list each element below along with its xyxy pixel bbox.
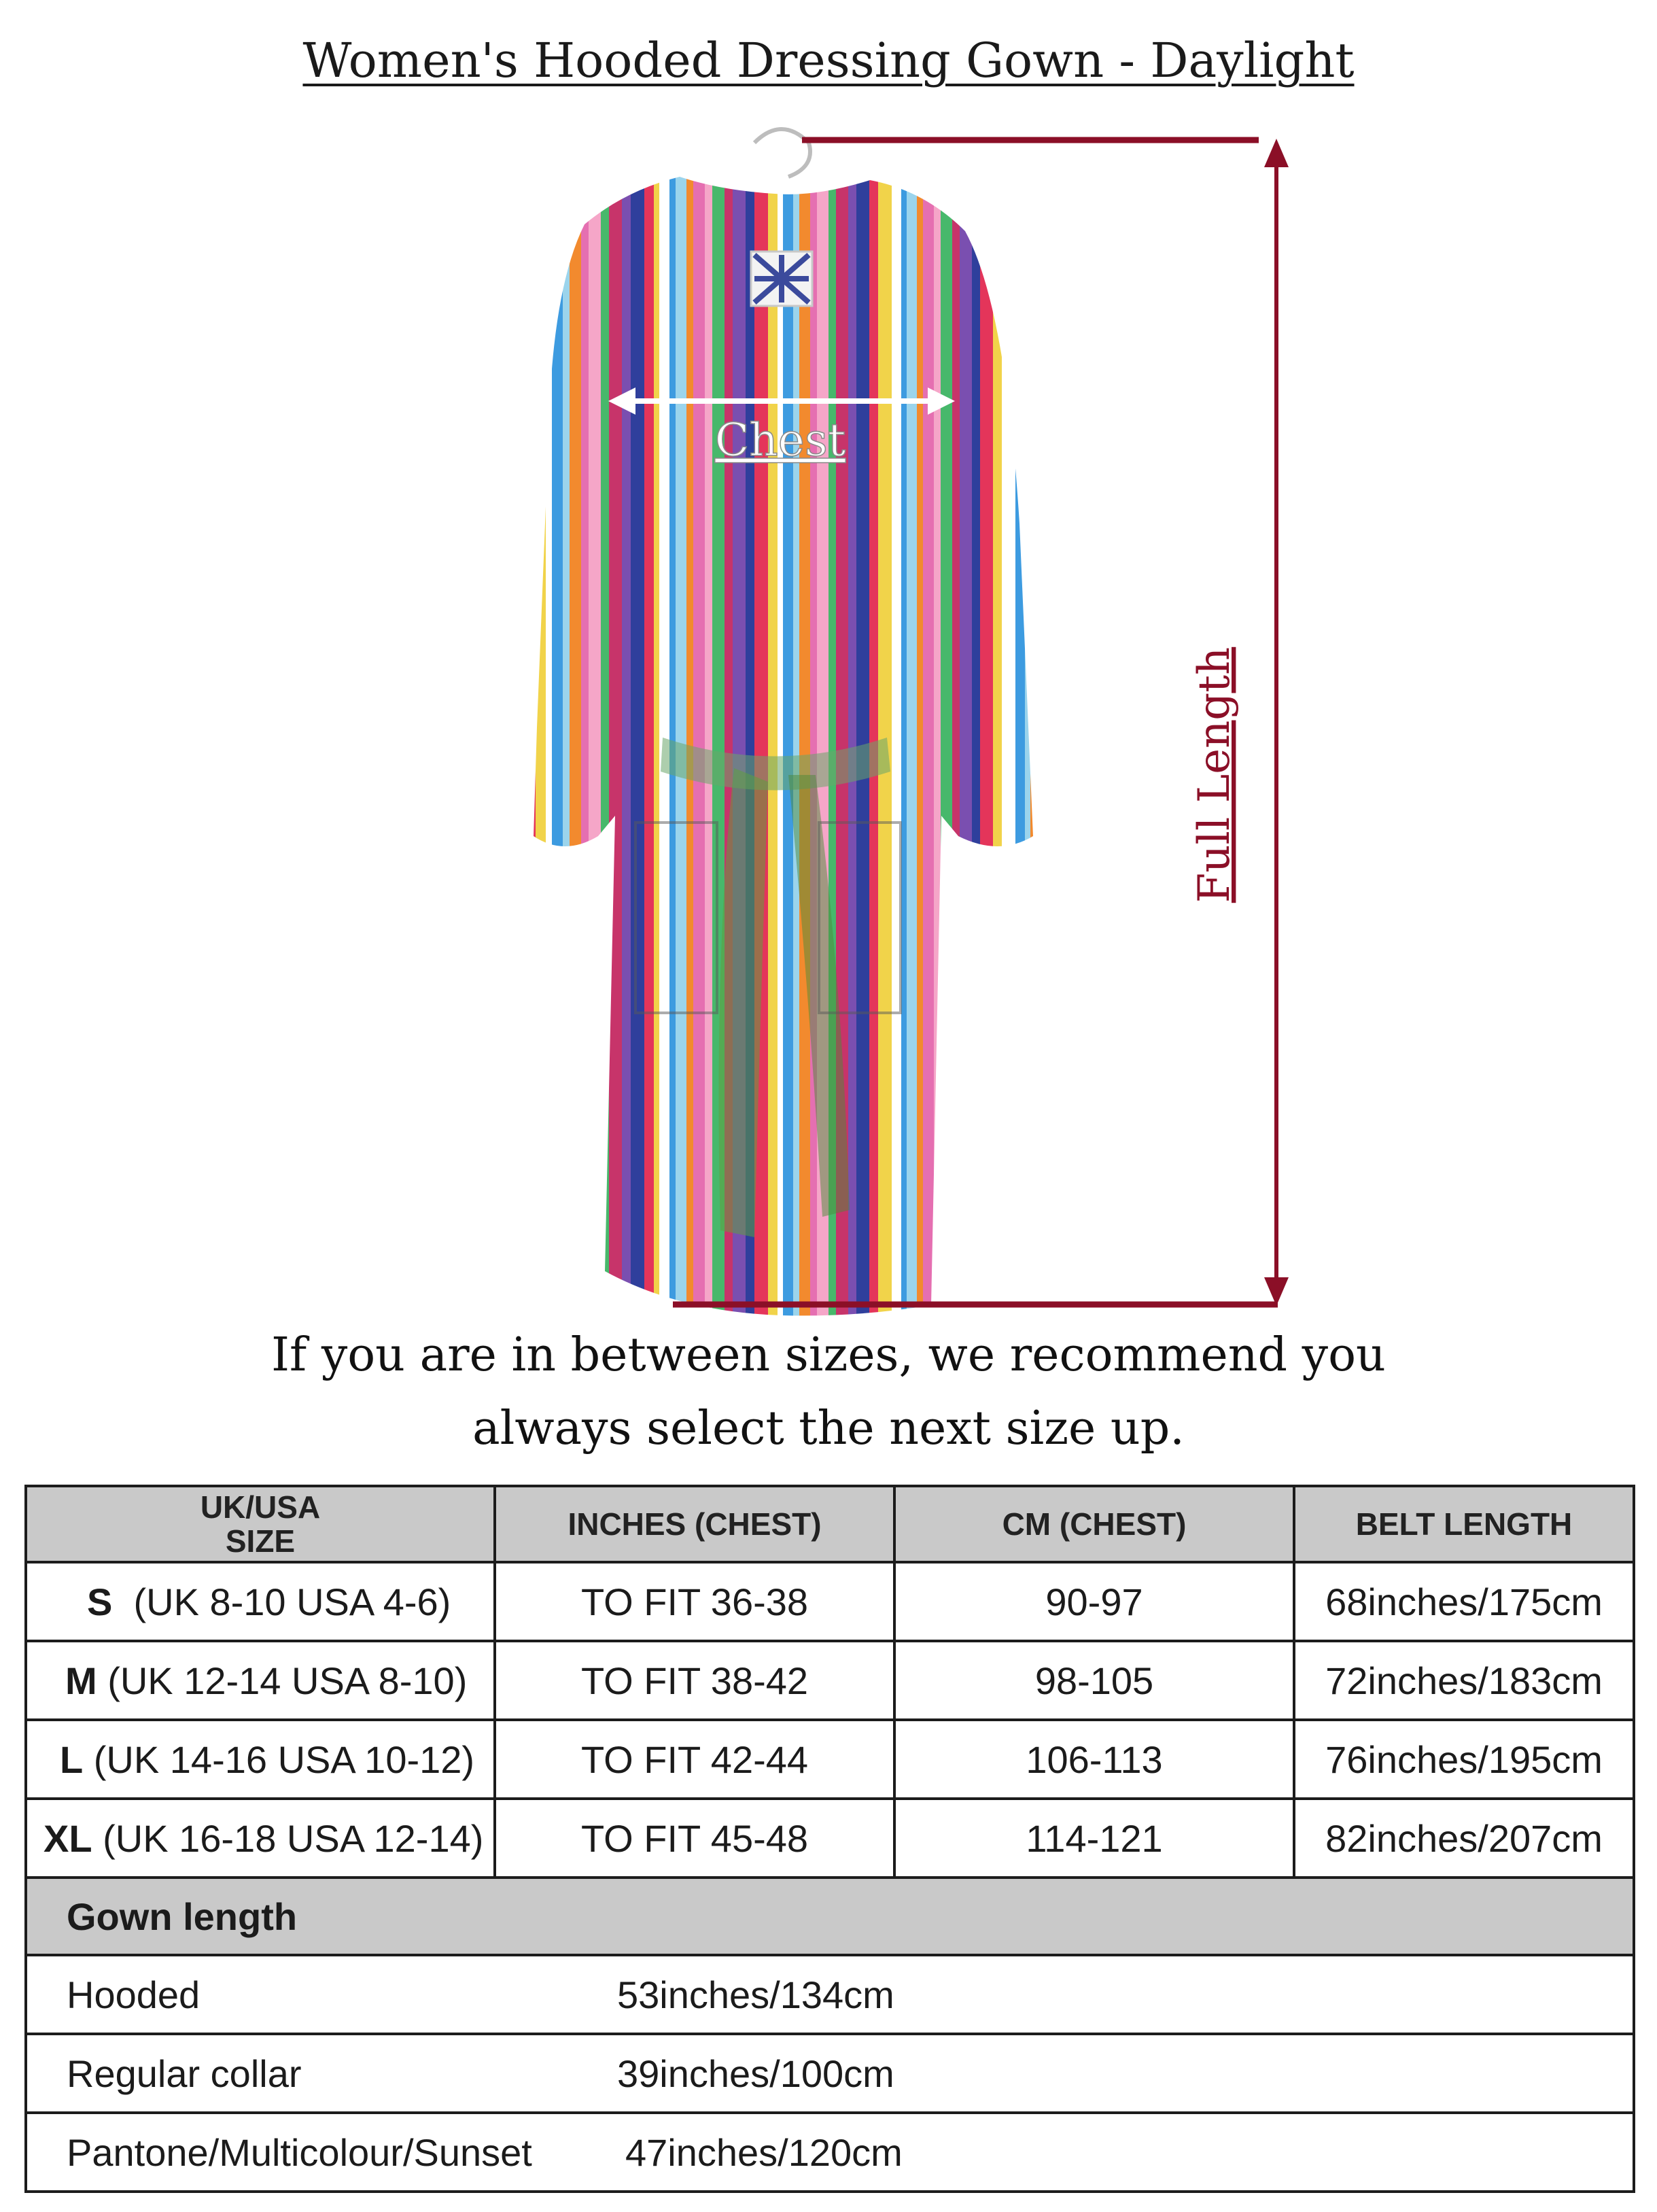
size-recommendation <box>0 1319 1657 1466</box>
inches-cell: TO FIT 45-48 <box>495 1799 894 1878</box>
header-inches: INCHES (CHEST) <box>495 1486 894 1562</box>
inches-cell: TO FIT 42-44 <box>495 1720 894 1799</box>
gown-stripe <box>581 170 589 1326</box>
inches-cell: TO FIT 38-42 <box>495 1641 894 1720</box>
size-chart-table <box>24 1485 1635 2193</box>
gown-stripe <box>601 170 609 1326</box>
gown-stripe <box>778 170 783 1326</box>
belt-cell: 82inches/207cm <box>1294 1799 1634 1878</box>
gown-stripe <box>1030 170 1041 1326</box>
cm-cell: 90-97 <box>894 1562 1294 1641</box>
flag-icon <box>754 255 809 303</box>
gown-stripe <box>993 170 1002 1326</box>
gown-stripe <box>768 170 778 1326</box>
cm-cell: 114-121 <box>894 1799 1294 1878</box>
table-row <box>26 1955 1634 2034</box>
page-title: Women's Hooded Dressing Gown - Daylight <box>302 33 1355 88</box>
gown-stripe <box>901 170 907 1326</box>
header-cm: CM (CHEST) <box>894 1486 1294 1562</box>
table-row <box>26 2034 1634 2113</box>
gown-stripe <box>972 170 980 1326</box>
gown-stripe <box>530 170 536 1326</box>
gown-stripe <box>923 170 934 1326</box>
gown-stripe <box>552 170 563 1326</box>
size-cell: M (UK 12-14 USA 8-10) <box>26 1641 495 1720</box>
recommendation-line-2: always select the next size up. <box>472 1402 1185 1455</box>
gown-stripe <box>536 170 546 1326</box>
gown-stripe <box>907 170 917 1326</box>
gown-stripe <box>654 170 659 1326</box>
cm-cell: 98-105 <box>894 1641 1294 1720</box>
gown-length-row <box>26 1955 1634 2034</box>
gown-length-type: Pantone/Multicolour/Sunset <box>67 2130 532 2174</box>
gown-stripe <box>705 170 712 1326</box>
gown-stripe <box>644 170 654 1326</box>
gown-figure <box>0 102 1657 1326</box>
table-row <box>26 2113 1634 2192</box>
size-cell: XL (UK 16-18 USA 12-14) <box>26 1799 495 1878</box>
cm-cell: 106-113 <box>894 1720 1294 1799</box>
table-row <box>26 1720 1634 1799</box>
gown-stripe <box>941 170 952 1326</box>
header-belt: BELT LENGTH <box>1294 1486 1634 1562</box>
hanger-hook <box>754 129 810 177</box>
table-row <box>26 1641 1634 1720</box>
belt-cell: 76inches/195cm <box>1294 1720 1634 1799</box>
gown-length-type: Hooded <box>67 1973 200 2016</box>
gown-stripe <box>917 170 923 1326</box>
belt-cell: 72inches/183cm <box>1294 1641 1634 1720</box>
gown-length-row <box>26 2113 1634 2192</box>
gown-stripe <box>1002 170 1015 1326</box>
gown-stripe <box>589 170 601 1326</box>
size-table-header <box>26 1486 1634 1562</box>
recommendation-line-1: If you are in between sizes, we recommend you <box>271 1328 1386 1382</box>
gown-stripe <box>546 170 552 1326</box>
header-size: UK/USA SIZE <box>26 1486 495 1562</box>
gown-length-value: 39inches/100cm <box>617 2052 894 2095</box>
size-cell: L (UK 14-16 USA 10-12) <box>26 1720 495 1799</box>
gown-stripe <box>570 170 581 1326</box>
gown-stripe <box>563 170 570 1326</box>
gown-stripe <box>609 170 622 1326</box>
gown-stripe <box>783 170 793 1326</box>
gown-stripe <box>631 170 644 1326</box>
gown-length-header <box>26 1878 1634 1955</box>
gown-stripe <box>1015 170 1025 1326</box>
gown-stripe <box>892 170 901 1326</box>
gown-length-row <box>26 2034 1634 2113</box>
gown-length-value: 47inches/120cm <box>625 2130 903 2174</box>
gown-stripe <box>799 170 810 1326</box>
gown-stripe <box>1025 170 1030 1326</box>
gown-length-value: 53inches/134cm <box>617 1973 894 2016</box>
belt-cell: 68inches/175cm <box>1294 1562 1634 1641</box>
gown-stripe <box>934 170 941 1326</box>
size-cell: S (UK 8-10 USA 4-6) <box>26 1562 495 1641</box>
table-row <box>26 1562 1634 1641</box>
gown-length-type: Regular collar <box>67 2052 302 2095</box>
gown-stripe <box>960 170 972 1326</box>
gown-stripe <box>622 170 631 1326</box>
gown-stripe <box>793 170 799 1326</box>
gown-illustration <box>0 102 1657 1326</box>
gown-stripe <box>810 170 817 1326</box>
gown-stripe <box>980 170 993 1326</box>
chest-label: Chest <box>714 414 846 466</box>
inches-cell: TO FIT 36-38 <box>495 1562 894 1641</box>
table-row <box>26 1799 1634 1878</box>
full-length-label: Full Length <box>1189 646 1240 903</box>
gown-stripe <box>952 170 960 1326</box>
gown-length-heading: Gown length <box>26 1878 1634 1955</box>
